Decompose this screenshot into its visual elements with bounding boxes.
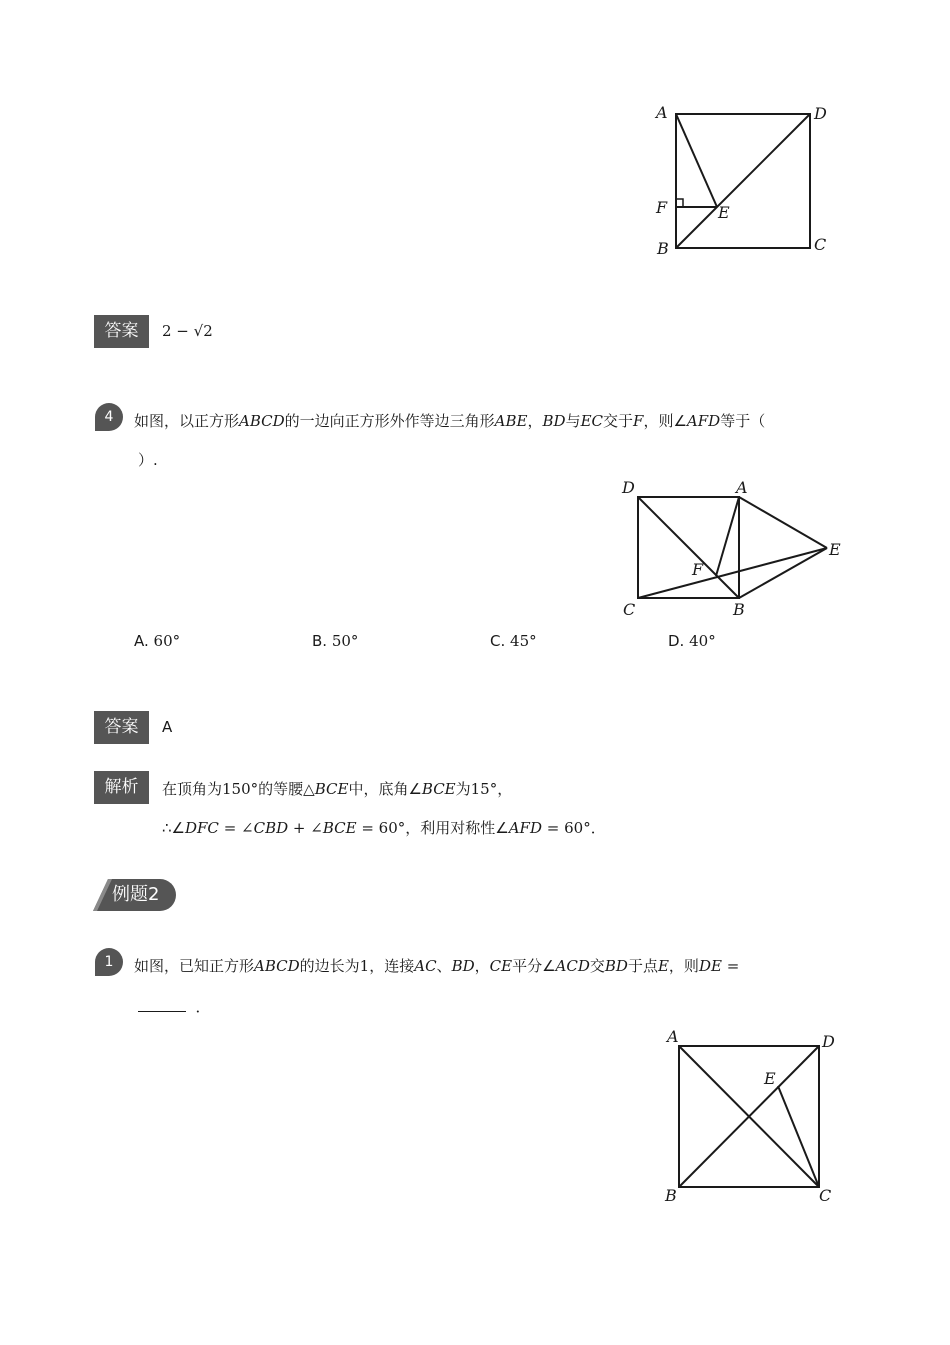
- answer-tag: 答案: [94, 711, 149, 744]
- option-c[interactable]: C. 45°: [490, 632, 537, 650]
- analysis-tag: 解析: [94, 771, 149, 804]
- label-b: B: [665, 1186, 677, 1205]
- label-e: E: [829, 540, 841, 559]
- label-c: C: [623, 600, 636, 619]
- label-d: D: [622, 478, 635, 497]
- label-d: D: [822, 1032, 835, 1051]
- label-b: B: [733, 600, 745, 619]
- label-f: F: [656, 198, 668, 217]
- figure-square-diagonals: [655, 1020, 845, 1210]
- label-c: C: [814, 235, 827, 254]
- answer-tag: 答案: [94, 315, 149, 348]
- analysis-text: 在顶角为150°的等腰△BCE中，底角∠BCE为15°，: [162, 780, 513, 798]
- answer-value: 2 − √2: [162, 322, 213, 340]
- answer-value: A: [162, 718, 173, 736]
- question-number: 4: [95, 403, 123, 431]
- label-a: A: [736, 478, 748, 497]
- option-d[interactable]: D. 40°: [668, 632, 716, 650]
- question-text: 如图，以正方形ABCD的一边向正方形外作等边三角形ABE，BD与EC交于F，则∠AFD等于（: [134, 412, 766, 430]
- label-e: E: [764, 1069, 776, 1088]
- label-c: C: [819, 1186, 832, 1205]
- figure-square-abcd-1: [640, 95, 850, 265]
- question-text-cont: ）.: [138, 451, 158, 469]
- label-e: E: [718, 203, 730, 222]
- label-b: B: [657, 239, 669, 258]
- label-a: A: [667, 1027, 679, 1046]
- label-d: D: [814, 104, 827, 123]
- option-a[interactable]: A. 60°: [134, 632, 181, 650]
- option-b[interactable]: B. 50°: [312, 632, 359, 650]
- label-a: A: [656, 103, 668, 122]
- answer-blank-line: ．: [138, 996, 211, 1017]
- label-f: F: [692, 560, 704, 579]
- figure-square-equilateral: [615, 475, 855, 625]
- section-title: 例题2: [112, 884, 160, 905]
- question-number: 1: [95, 948, 123, 976]
- analysis-text-cont: ∴∠DFC = ∠CBD + ∠BCE = 60°，利用对称性∠AFD = 60°．: [162, 819, 606, 837]
- question-text: 如图，已知正方形ABCD的边长为1，连接AC、BD，CE平分∠ACD交BD于点E，则DE =: [134, 957, 740, 975]
- answer-blank[interactable]: [138, 997, 186, 1012]
